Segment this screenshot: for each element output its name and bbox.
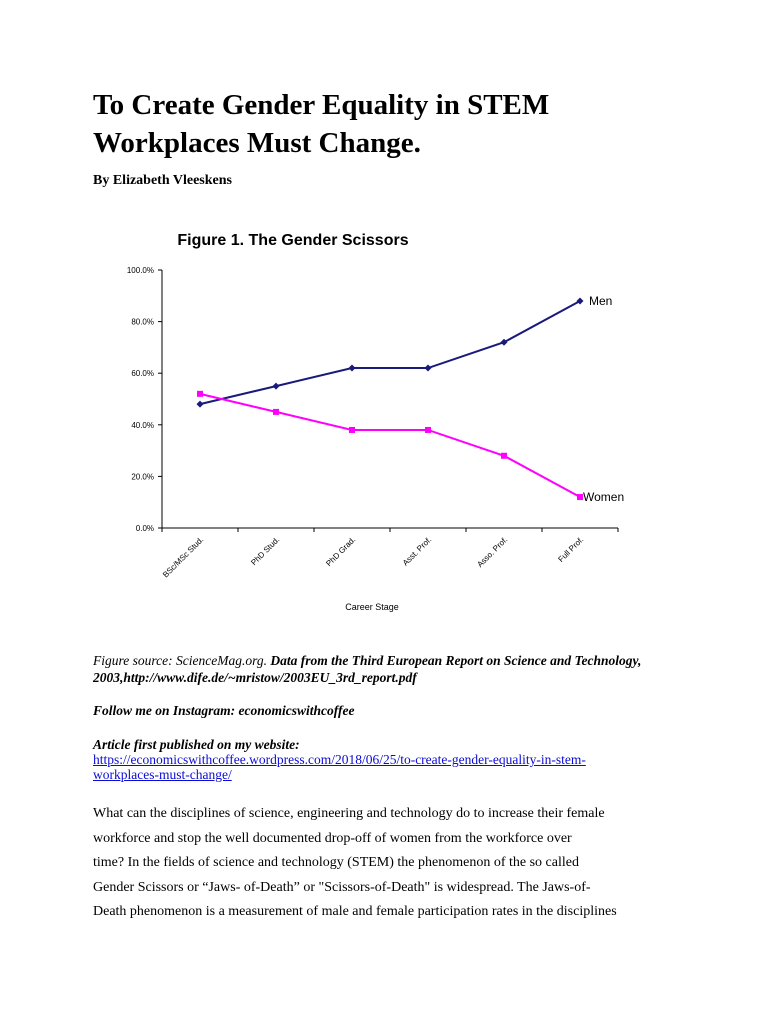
x-tick-label: Asst. Prof.	[400, 535, 434, 568]
line-chart	[96, 220, 656, 620]
figure-source-citation: Data from the Third European Report on Science and Technology, 2003,http://www.dife.de/~mristow/2003EU_3rd_report.pdf	[93, 653, 642, 685]
x-axis-label: Career Stage	[345, 602, 399, 612]
published-label: Article first published on my website:	[93, 737, 300, 752]
data-point	[425, 365, 432, 372]
series-line-women	[200, 394, 580, 497]
body-line: Death phenomenon is a measurement of male and female participation rates in the disciplines	[93, 904, 617, 920]
article-body	[93, 802, 693, 925]
y-tick-label: 80.0%	[131, 317, 154, 327]
body-line: Gender Scissors or “Jaws- of-Death” or "Scissors-of-Death" is widespread. The Jaws-of-	[93, 879, 591, 895]
byline: By Elizabeth Vleeskens	[93, 173, 232, 188]
x-tick-label: PhD Stud.	[249, 535, 282, 568]
body-line: What can the disciplines of science, engineering and technology do to increase their female	[93, 806, 605, 821]
x-tick-label: Asso. Prof.	[475, 535, 510, 570]
article-title	[93, 86, 713, 162]
body-line: workforce and stop the well documented drop-off of women from the workforce over	[93, 830, 572, 846]
link-line: https://economicswithcoffee.wordpress.com/2018/06/25/to-create-gender-equality-in-stem-	[93, 752, 586, 767]
series-label-women: Women	[583, 490, 625, 505]
y-tick-label: 40.0%	[131, 420, 154, 430]
gender-scissors-figure	[96, 220, 656, 620]
first-published	[93, 737, 693, 782]
x-tick-label: Full Prof.	[556, 535, 586, 565]
y-tick-label: 60.0%	[131, 369, 154, 379]
data-point	[197, 401, 204, 408]
x-tick-label: PhD Grad.	[324, 535, 358, 569]
body-line: time? In the fields of science and technology (STEM) the phenomenon of the so called	[93, 855, 579, 871]
x-tick-label: BSc/MSc Stud.	[161, 535, 206, 580]
title-line: Workplaces Must Change.	[93, 127, 421, 159]
y-tick-label: 20.0%	[131, 472, 154, 482]
figure-source-prefix: Figure source: ScienceMag.org.	[93, 653, 267, 668]
chart-title: Figure 1. The Gender Scissors	[177, 232, 409, 249]
series-line-men	[200, 301, 580, 404]
article-link[interactable]	[93, 752, 693, 782]
instagram-note: Follow me on Instagram: economicswithcoffee	[93, 703, 355, 718]
data-point	[349, 365, 356, 372]
link-line: workplaces-must-change/	[93, 767, 232, 782]
series-label-men: Men	[589, 293, 613, 308]
figure-source	[93, 652, 683, 686]
data-point	[197, 391, 203, 397]
title-line: To Create Gender Equality in STEM	[93, 89, 550, 121]
data-point	[425, 427, 431, 433]
y-tick-label: 0.0%	[135, 524, 154, 533]
data-point	[349, 427, 355, 433]
data-point	[273, 409, 279, 415]
data-point	[501, 453, 507, 459]
y-tick-label: 100.0%	[126, 266, 154, 275]
data-point	[273, 383, 280, 390]
